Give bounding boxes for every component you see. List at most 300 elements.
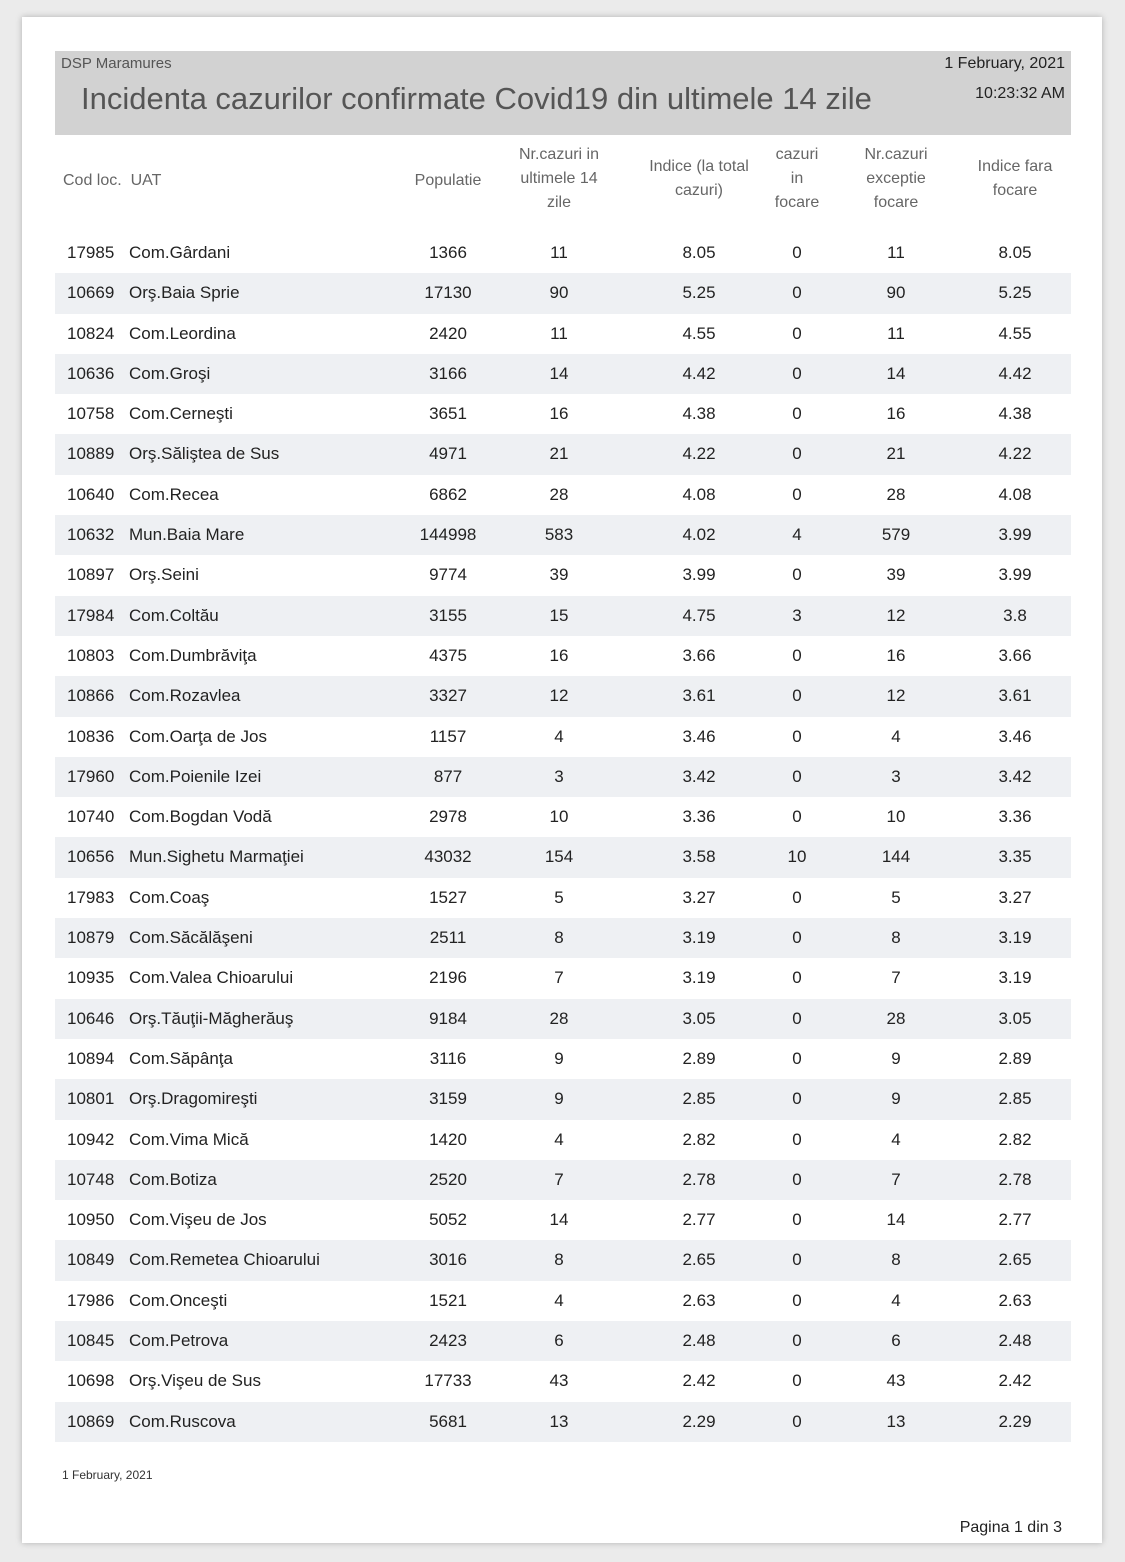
cell-indice: 3.19 <box>682 928 716 948</box>
report-time: 10:23:32 AM <box>975 85 1065 102</box>
cell-cazuri-focare: 0 <box>792 565 802 585</box>
cell-cod-loc: 10646 <box>67 1008 115 1028</box>
cell-indice: 2.63 <box>682 1290 716 1310</box>
cell-nr-cazuri: 14 <box>549 1210 569 1230</box>
cell-populatie: 5052 <box>429 1210 467 1230</box>
cell-indice: 4.55 <box>682 323 716 343</box>
cell-nr-cazuri: 28 <box>549 1008 569 1028</box>
cell-nr-exceptie: 9 <box>891 1089 901 1109</box>
cell-indice-fara: 4.08 <box>998 484 1032 504</box>
cell-indice-fara: 3.99 <box>998 525 1032 545</box>
cell-nr-cazuri: 21 <box>549 444 569 464</box>
cell-nr-cazuri: 7 <box>554 1169 564 1189</box>
cell-uat: Com.Oarţa de Jos <box>129 726 267 746</box>
cell-indice-fara: 3.27 <box>998 887 1032 907</box>
cell-nr-cazuri: 16 <box>549 404 569 424</box>
cell-indice: 3.58 <box>682 847 716 867</box>
table-row <box>55 918 1071 958</box>
cell-nr-cazuri: 6 <box>554 1331 564 1351</box>
cell-indice: 3.46 <box>682 726 716 746</box>
cell-cazuri-focare: 0 <box>792 1290 802 1310</box>
table-row <box>55 1200 1071 1240</box>
cell-cazuri-focare: 0 <box>792 928 802 948</box>
cell-uat: Com.Vima Mică <box>129 1129 249 1149</box>
header-nr-exceptie <box>851 143 941 215</box>
cell-populatie: 2520 <box>429 1169 467 1189</box>
cell-populatie: 4375 <box>429 645 467 665</box>
cell-indice: 3.42 <box>682 766 716 786</box>
cell-nr-cazuri: 10 <box>549 807 569 827</box>
cell-populatie: 3159 <box>429 1089 467 1109</box>
cell-populatie: 3155 <box>429 605 467 625</box>
cell-cazuri-focare: 0 <box>792 484 802 504</box>
cell-uat: Com.Botiza <box>129 1169 217 1189</box>
header-nr-cazuri-line: ultimele 14 <box>520 170 598 187</box>
table-row <box>55 1039 1071 1079</box>
cell-nr-cazuri: 13 <box>549 1411 569 1431</box>
cell-indice-fara: 3.61 <box>998 686 1032 706</box>
header-populatie: Populatie <box>414 172 482 189</box>
cell-cod-loc: 10894 <box>67 1048 115 1068</box>
cell-indice-fara: 3.46 <box>998 726 1032 746</box>
cell-indice-fara: 3.19 <box>998 928 1032 948</box>
cell-indice-fara: 4.42 <box>998 363 1032 383</box>
column-headers <box>55 141 1071 221</box>
header-cazuri-focare-line: focare <box>774 194 820 211</box>
cell-cazuri-focare: 0 <box>792 1250 802 1270</box>
cell-nr-exceptie: 8 <box>891 1250 901 1270</box>
cell-populatie: 1527 <box>429 887 467 907</box>
cell-nr-cazuri: 9 <box>554 1089 564 1109</box>
cell-nr-exceptie: 11 <box>887 243 905 262</box>
cell-populatie: 9774 <box>429 565 467 585</box>
cell-cazuri-focare: 0 <box>792 404 802 424</box>
table-row <box>55 797 1071 837</box>
cell-indice: 4.02 <box>682 525 716 545</box>
cell-nr-cazuri: 16 <box>549 645 569 665</box>
cell-indice: 2.78 <box>682 1169 716 1189</box>
cell-uat: Orş.Tăuţii-Măgherăuş <box>129 1008 294 1028</box>
cell-cod-loc: 10824 <box>67 323 115 343</box>
cell-uat: Com.Poienile Izei <box>129 766 262 786</box>
cell-cod-loc: 10836 <box>67 726 115 746</box>
cell-nr-cazuri: 4 <box>554 1129 564 1149</box>
header-indice <box>634 155 764 203</box>
cell-nr-exceptie: 39 <box>886 565 906 585</box>
cell-uat: Com.Leordina <box>129 323 236 343</box>
header-nr-cazuri <box>504 143 614 215</box>
table-row <box>55 1281 1071 1321</box>
table-row <box>55 1120 1071 1160</box>
cell-cod-loc: 10866 <box>67 686 115 706</box>
table-row <box>55 1321 1071 1361</box>
cell-nr-exceptie: 14 <box>886 363 906 383</box>
table-row <box>55 354 1071 394</box>
cell-populatie: 5681 <box>429 1411 467 1431</box>
cell-uat: Mun.Sighetu Marmaţiei <box>129 847 304 867</box>
cell-indice: 2.29 <box>682 1411 716 1431</box>
cell-nr-exceptie: 9 <box>891 1048 901 1068</box>
cell-nr-cazuri: 11 <box>550 323 568 343</box>
cell-cod-loc: 10803 <box>67 645 115 665</box>
cell-indice: 3.61 <box>682 686 716 706</box>
cell-nr-cazuri: 90 <box>549 283 569 303</box>
cell-nr-exceptie: 4 <box>891 1129 901 1149</box>
cell-indice: 2.48 <box>682 1331 716 1351</box>
table-row <box>55 1160 1071 1200</box>
cell-cod-loc: 10656 <box>67 847 115 867</box>
cell-indice-fara: 2.85 <box>998 1089 1032 1109</box>
cell-uat: Com.Recea <box>129 484 219 504</box>
cell-uat: Com.Coltău <box>129 605 219 625</box>
cell-indice-fara: 2.42 <box>998 1371 1032 1391</box>
cell-uat: Com.Groşi <box>129 363 211 383</box>
cell-cod-loc: 17983 <box>67 887 115 907</box>
table-row <box>55 757 1071 797</box>
cell-indice-fara: 2.48 <box>998 1331 1032 1351</box>
cell-indice: 4.38 <box>682 404 716 424</box>
cell-populatie: 1157 <box>429 726 467 746</box>
cell-cod-loc: 17986 <box>67 1290 115 1310</box>
cell-nr-cazuri: 12 <box>549 686 569 706</box>
report-header <box>55 51 1071 135</box>
cell-indice: 2.65 <box>682 1250 716 1270</box>
header-nr-cazuri-line: Nr.cazuri in <box>518 146 600 163</box>
cell-cod-loc: 10845 <box>67 1331 115 1351</box>
report-date: 1 February, 2021 <box>944 55 1065 72</box>
cell-nr-cazuri: 11 <box>550 243 568 262</box>
cell-indice-fara: 2.89 <box>998 1048 1032 1068</box>
table-row <box>55 1402 1071 1442</box>
header-cod-uat: Cod loc. UAT <box>63 172 162 189</box>
cell-cod-loc: 10935 <box>67 968 115 988</box>
cell-indice: 3.66 <box>682 645 716 665</box>
cell-uat: Orş.Seini <box>129 565 199 585</box>
cell-cazuri-focare: 0 <box>792 686 802 706</box>
cell-indice: 2.82 <box>682 1129 716 1149</box>
cell-uat: Orş.Vişeu de Sus <box>129 1371 261 1391</box>
header-cazuri-focare <box>762 143 832 215</box>
report-page <box>22 17 1102 1543</box>
header-nr-exceptie-line: exceptie <box>866 170 926 187</box>
table-row <box>55 394 1071 434</box>
cell-uat: Orş.Dragomireşti <box>129 1089 258 1109</box>
header-indice-fara-line: Indice fara <box>977 158 1053 175</box>
header-nr-exceptie-line: Nr.cazuri <box>864 146 928 163</box>
header-indice-fara-line: focare <box>992 182 1038 199</box>
cell-indice: 3.27 <box>682 887 716 907</box>
header-indice-line: cazuri) <box>674 182 723 199</box>
cell-cazuri-focare: 0 <box>792 1089 802 1109</box>
cell-nr-cazuri: 28 <box>549 484 569 504</box>
cell-indice: 5.25 <box>682 283 716 303</box>
cell-populatie: 43032 <box>424 847 472 867</box>
cell-indice-fara: 3.8 <box>1003 605 1027 625</box>
cell-indice: 4.22 <box>682 444 716 464</box>
cell-cod-loc: 17960 <box>67 766 115 786</box>
cell-nr-exceptie: 43 <box>886 1371 906 1391</box>
cell-uat: Com.Valea Chioarului <box>129 968 294 988</box>
cell-indice-fara: 2.63 <box>998 1290 1032 1310</box>
cell-indice: 3.99 <box>682 565 716 585</box>
cell-nr-exceptie: 579 <box>881 525 911 545</box>
cell-uat: Com.Bogdan Vodă <box>129 807 272 827</box>
header-cazuri-focare-line: cazuri <box>775 146 819 163</box>
cell-uat: Com.Cerneşti <box>129 404 233 424</box>
cell-cazuri-focare: 0 <box>792 1008 802 1028</box>
data-table <box>55 233 1071 1442</box>
cell-cod-loc: 10640 <box>67 484 115 504</box>
cell-cazuri-focare: 0 <box>792 444 802 464</box>
cell-nr-exceptie: 10 <box>886 807 906 827</box>
cell-nr-cazuri: 39 <box>549 565 569 585</box>
cell-indice-fara: 3.42 <box>998 766 1032 786</box>
cell-nr-cazuri: 43 <box>549 1371 569 1391</box>
cell-cod-loc: 10897 <box>67 565 115 585</box>
cell-indice: 3.19 <box>682 968 716 988</box>
table-row <box>55 958 1071 998</box>
table-row <box>55 676 1071 716</box>
cell-uat: Com.Vişeu de Jos <box>129 1210 267 1230</box>
cell-cazuri-focare: 0 <box>792 1331 802 1351</box>
cell-populatie: 2978 <box>429 807 467 827</box>
table-row <box>55 314 1071 354</box>
report-source: DSP Maramures <box>61 55 172 72</box>
cell-nr-exceptie: 12 <box>886 605 906 625</box>
table-row <box>55 434 1071 474</box>
cell-indice: 8.05 <box>682 243 716 262</box>
cell-indice: 2.77 <box>682 1210 716 1230</box>
cell-populatie: 3651 <box>429 404 467 424</box>
cell-indice-fara: 3.36 <box>998 807 1032 827</box>
cell-nr-exceptie: 6 <box>891 1331 901 1351</box>
footer-date: 1 February, 2021 <box>62 1468 153 1482</box>
cell-populatie: 3327 <box>429 686 467 706</box>
cell-uat: Com.Ruscova <box>129 1411 236 1431</box>
header-indice-fara <box>970 155 1060 203</box>
cell-populatie: 1420 <box>429 1129 467 1149</box>
cell-cazuri-focare: 0 <box>792 968 802 988</box>
cell-cazuri-focare: 4 <box>792 525 802 545</box>
cell-cod-loc: 10748 <box>67 1169 115 1189</box>
cell-cazuri-focare: 0 <box>792 1129 802 1149</box>
cell-indice-fara: 2.65 <box>998 1250 1032 1270</box>
cell-uat: Com.Dumbrăviţa <box>129 645 257 665</box>
cell-nr-cazuri: 7 <box>554 968 564 988</box>
cell-indice-fara: 3.35 <box>998 847 1032 867</box>
cell-uat: Orş.Săliştea de Sus <box>129 444 280 464</box>
cell-uat: Orş.Baia Sprie <box>129 283 240 303</box>
cell-populatie: 17130 <box>424 283 472 303</box>
cell-populatie: 17733 <box>424 1371 472 1391</box>
cell-nr-exceptie: 144 <box>881 847 911 867</box>
table-row <box>55 717 1071 757</box>
cell-cazuri-focare: 10 <box>787 847 807 867</box>
cell-populatie: 3166 <box>429 363 467 383</box>
cell-indice: 3.36 <box>682 807 716 827</box>
table-row <box>55 475 1071 515</box>
cell-cod-loc: 17984 <box>67 605 115 625</box>
cell-nr-exceptie: 4 <box>891 726 901 746</box>
cell-cod-loc: 10801 <box>67 1089 115 1109</box>
cell-nr-cazuri: 4 <box>554 1290 564 1310</box>
cell-nr-exceptie: 90 <box>886 283 906 303</box>
cell-nr-exceptie: 13 <box>886 1411 906 1431</box>
cell-cazuri-focare: 0 <box>792 363 802 383</box>
cell-cazuri-focare: 0 <box>792 645 802 665</box>
cell-nr-exceptie: 11 <box>887 323 905 343</box>
table-row <box>55 1079 1071 1119</box>
cell-nr-exceptie: 8 <box>891 928 901 948</box>
cell-populatie: 1521 <box>429 1290 467 1310</box>
cell-indice-fara: 3.66 <box>998 645 1032 665</box>
cell-uat: Com.Coaş <box>129 887 210 907</box>
cell-populatie: 3116 <box>429 1048 467 1068</box>
cell-populatie: 144998 <box>419 525 477 545</box>
cell-indice: 4.75 <box>682 605 716 625</box>
cell-nr-exceptie: 4 <box>891 1290 901 1310</box>
cell-uat: Com.Petrova <box>129 1331 229 1351</box>
cell-indice: 2.42 <box>682 1371 716 1391</box>
cell-nr-cazuri: 14 <box>549 363 569 383</box>
header-cazuri-focare-line: in <box>790 170 804 187</box>
table-row <box>55 515 1071 555</box>
header-nr-exceptie-line: focare <box>873 194 919 211</box>
cell-nr-exceptie: 28 <box>886 484 906 504</box>
cell-indice-fara: 4.22 <box>998 444 1032 464</box>
table-row <box>55 596 1071 636</box>
cell-nr-exceptie: 12 <box>886 686 906 706</box>
cell-cazuri-focare: 0 <box>792 1210 802 1230</box>
cell-cazuri-focare: 0 <box>792 887 802 907</box>
cell-cod-loc: 10669 <box>67 283 115 303</box>
cell-uat: Com.Onceşti <box>129 1290 228 1310</box>
cell-cazuri-focare: 0 <box>792 283 802 303</box>
cell-cazuri-focare: 0 <box>792 766 802 786</box>
cell-indice-fara: 5.25 <box>998 283 1032 303</box>
cell-populatie: 6862 <box>429 484 467 504</box>
cell-populatie: 877 <box>433 766 463 786</box>
cell-cod-loc: 10758 <box>67 404 115 424</box>
cell-uat: Com.Săcălăşeni <box>129 928 253 948</box>
cell-populatie: 2423 <box>429 1331 467 1351</box>
cell-cazuri-focare: 0 <box>792 1411 802 1431</box>
table-row <box>55 273 1071 313</box>
cell-indice-fara: 2.82 <box>998 1129 1032 1149</box>
cell-nr-exceptie: 14 <box>886 1210 906 1230</box>
cell-cod-loc: 10942 <box>67 1129 115 1149</box>
cell-indice-fara: 3.05 <box>998 1008 1032 1028</box>
cell-cod-loc: 10740 <box>67 807 115 827</box>
cell-indice-fara: 3.99 <box>998 565 1032 585</box>
cell-indice-fara: 4.55 <box>998 323 1032 343</box>
cell-uat: Mun.Baia Mare <box>129 525 245 545</box>
table-row <box>55 878 1071 918</box>
cell-nr-exceptie: 7 <box>891 1169 901 1189</box>
cell-nr-exceptie: 28 <box>886 1008 906 1028</box>
cell-uat: Com.Rozavlea <box>129 686 241 706</box>
cell-cod-loc: 17985 <box>67 243 115 262</box>
table-row <box>55 999 1071 1039</box>
cell-nr-cazuri: 3 <box>554 766 564 786</box>
cell-nr-cazuri: 9 <box>554 1048 564 1068</box>
cell-nr-cazuri: 583 <box>544 525 574 545</box>
cell-cod-loc: 10879 <box>67 928 115 948</box>
table-row <box>55 636 1071 676</box>
cell-indice-fara: 2.29 <box>998 1411 1032 1431</box>
cell-indice-fara: 2.78 <box>998 1169 1032 1189</box>
cell-cod-loc: 10849 <box>67 1250 115 1270</box>
cell-indice: 4.08 <box>682 484 716 504</box>
cell-populatie: 3016 <box>429 1250 467 1270</box>
cell-cazuri-focare: 0 <box>792 807 802 827</box>
cell-cazuri-focare: 0 <box>792 1169 802 1189</box>
table-row <box>55 1361 1071 1401</box>
cell-indice: 2.89 <box>682 1048 716 1068</box>
cell-nr-cazuri: 5 <box>554 887 564 907</box>
cell-populatie: 2420 <box>429 323 467 343</box>
cell-cod-loc: 10636 <box>67 363 115 383</box>
cell-cazuri-focare: 0 <box>792 323 802 343</box>
cell-nr-exceptie: 3 <box>891 766 901 786</box>
cell-cazuri-focare: 0 <box>792 1371 802 1391</box>
cell-nr-cazuri: 8 <box>554 928 564 948</box>
page-number: Pagina 1 din 3 <box>959 1519 1062 1536</box>
table-row <box>55 837 1071 877</box>
table-row <box>55 555 1071 595</box>
report-title: Incidenta cazurilor confirmate Covid19 din ultimele 14 zile <box>81 81 872 116</box>
cell-populatie: 2196 <box>429 968 467 988</box>
cell-indice-fara: 3.19 <box>998 968 1032 988</box>
cell-indice: 4.42 <box>682 363 716 383</box>
cell-nr-exceptie: 21 <box>886 444 906 464</box>
cell-cod-loc: 10698 <box>67 1371 115 1391</box>
cell-nr-exceptie: 16 <box>886 404 906 424</box>
cell-indice-fara: 2.77 <box>998 1210 1032 1230</box>
cell-nr-exceptie: 5 <box>891 887 901 907</box>
cell-indice: 2.85 <box>682 1089 716 1109</box>
table-row <box>55 233 1071 273</box>
cell-indice-fara: 4.38 <box>998 404 1032 424</box>
header-nr-cazuri-line: zile <box>546 194 571 211</box>
cell-cazuri-focare: 0 <box>792 726 802 746</box>
cell-cazuri-focare: 0 <box>792 1048 802 1068</box>
cell-cod-loc: 10889 <box>67 444 115 464</box>
cell-cod-loc: 10950 <box>67 1210 115 1230</box>
table-row <box>55 1240 1071 1280</box>
cell-indice-fara: 8.05 <box>998 243 1032 262</box>
cell-nr-cazuri: 4 <box>554 726 564 746</box>
cell-cod-loc: 10632 <box>67 525 115 545</box>
cell-cod-loc: 10869 <box>67 1411 115 1431</box>
cell-uat: Com.Remetea Chioarului <box>129 1250 320 1270</box>
cell-populatie: 2511 <box>429 928 467 948</box>
cell-populatie: 1366 <box>429 243 467 262</box>
cell-uat: Com.Gârdani <box>129 243 231 262</box>
cell-nr-cazuri: 154 <box>544 847 574 867</box>
cell-nr-exceptie: 16 <box>886 645 906 665</box>
cell-cazuri-focare: 3 <box>792 605 802 625</box>
cell-nr-exceptie: 7 <box>891 968 901 988</box>
header-indice-line: Indice (la total <box>649 158 749 175</box>
cell-populatie: 4971 <box>429 444 467 464</box>
cell-nr-cazuri: 8 <box>554 1250 564 1270</box>
cell-indice: 3.05 <box>682 1008 716 1028</box>
cell-nr-cazuri: 15 <box>549 605 569 625</box>
cell-cazuri-focare: 0 <box>792 243 802 262</box>
cell-populatie: 9184 <box>429 1008 467 1028</box>
cell-uat: Com.Săpânţa <box>129 1048 233 1068</box>
